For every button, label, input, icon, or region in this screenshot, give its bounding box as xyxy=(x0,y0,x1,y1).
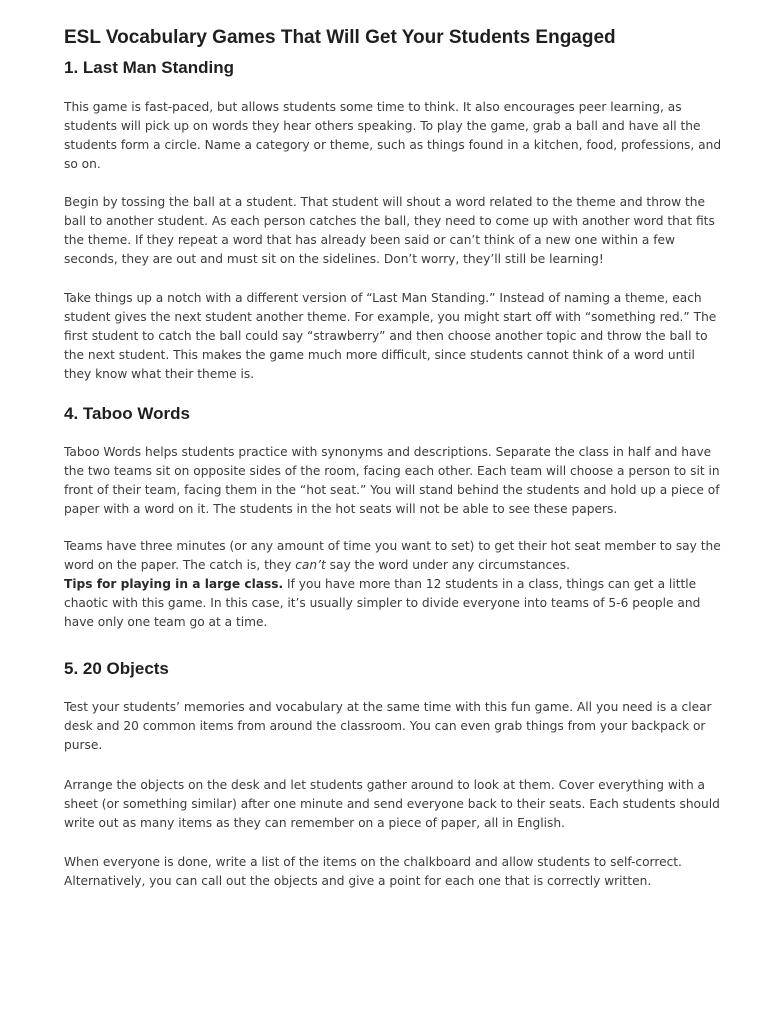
tip-text: If you have more than 12 students in a class, things can get a little chaotic with this game. In this case, it’s usually simpler to divide everyone into teams of 5-6 people and have only one team go at a time. xyxy=(64,577,701,629)
section-heading-last-man-standing: 1. Last Man Standing xyxy=(64,58,235,77)
document-title: ESL Vocabulary Games That Will Get Your Students Engaged xyxy=(64,27,616,48)
paragraph-rules xyxy=(64,537,724,575)
section-heading-20-objects: 5. 20 Objects xyxy=(64,659,169,678)
paragraph: This game is fast-paced, but allows students some time to think. It also encourages peer learning, as students will pick up on words they hear others speaking. To play the game, grab a ball and have all the students form a circle. Name a category or theme, such as things found in a kitchen, food, professions, and so on. xyxy=(64,100,722,171)
paragraph-tip xyxy=(64,575,724,632)
paragraph: When everyone is done, write a list of the items on the chalkboard and allow students to self-correct. Alternatively, you can call out the objects and give a point for each one that is correctly written. xyxy=(64,855,682,888)
rules-text: Teams have three minutes (or any amount of time you want to set) to get their hot seat member to say the word on the paper. The catch is, they xyxy=(64,539,721,572)
rules-emphasis: can’t xyxy=(295,558,326,572)
paragraph: Begin by tossing the ball at a student. That student will shout a word related to the theme and throw the ball to another student. As each person catches the ball, they need to come up with another word that fits the theme. If they repeat a word that has already been said or can’t think of a new one within a few seconds, they are out and must sit on the sidelines. Don’t worry, they’ll still be learning! xyxy=(64,195,715,266)
tip-label: Tips for playing in a large class. xyxy=(64,577,284,591)
section-heading-taboo-words: 4. Taboo Words xyxy=(64,404,190,423)
paragraph: Test your students’ memories and vocabulary at the same time with this fun game. All you need is a clear desk and 20 common items from around the classroom. You can even grab things from your backpack or purse. xyxy=(64,700,712,752)
paragraph: Taboo Words helps students practice with synonyms and descriptions. Separate the class in half and have the two teams sit on opposite sides of the room, facing each other. Each team will choose a person to sit in front of their team, facing them in the “hot seat.” You will stand behind the students and hold up a piece of paper with a word on it. The students in the hot seats will not be able to see these papers. xyxy=(64,445,720,516)
paragraph: Take things up a notch with a different version of “Last Man Standing.” Instead of naming a theme, each student gives the next student another theme. For example, you might start off with “something red.” The first student to catch the ball could say “strawberry” and then choose another topic and throw the ball to the next student. This makes the game much more difficult, since students cannot think of a word until they know what their theme is. xyxy=(64,291,717,381)
rules-text-end: say the word under any circumstances. xyxy=(325,558,570,572)
paragraph: Arrange the objects on the desk and let students gather around to look at them. Cover everything with a sheet (or something similar) after one minute and send everyone back to their seats. Each students should write out as many items as they can remember on a piece of paper, all in English. xyxy=(64,778,720,830)
